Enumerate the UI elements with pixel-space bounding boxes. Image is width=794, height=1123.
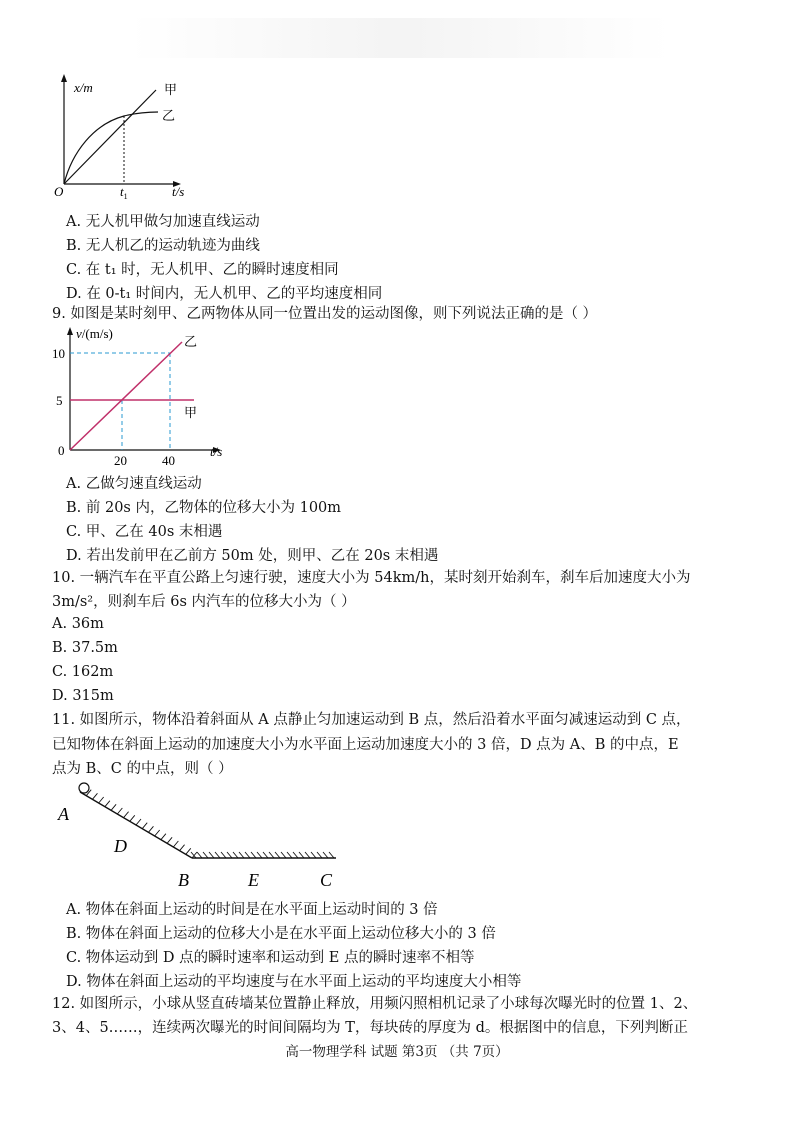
- q11-option-c: C. 物体运动到 D 点的瞬时速率和运动到 E 点的瞬时速率不相等: [66, 950, 475, 966]
- point-a: A: [58, 804, 69, 824]
- q12-line2: 3、4、5……，连续两次曝光的时间间隔均为 T，每块砖的厚度为 d。根据图中的信息，下列判断正: [52, 1020, 688, 1036]
- xt-x-label: t/s: [172, 184, 185, 199]
- point-c: C: [320, 870, 333, 890]
- vt-x-label: t/s: [210, 444, 223, 459]
- q9-option-b: B. 前 20s 内，乙物体的位移大小为 100m: [66, 500, 342, 516]
- q9-option-d: D. 若出发前甲在乙前方 50m 处，则甲、乙在 20s 末相遇: [66, 548, 439, 564]
- page-footer: 高一物理学科 试题 第3页 （共 7页）: [285, 1044, 509, 1060]
- q10-option-b: B. 37.5m: [52, 640, 118, 656]
- vt-y-tick-0: 0: [58, 443, 65, 458]
- q10-line2: 3m/s²，则刹车后 6s 内汽车的位移大小为（ ）: [52, 594, 356, 610]
- q10-line1: 10. 一辆汽车在平直公路上匀速行驶，速度大小为 54km/h，某时刻开始刹车，刹车后加速度大小为: [52, 570, 691, 586]
- q10-option-c: C. 162m: [52, 664, 114, 680]
- vt-x-tick-20: 20: [114, 453, 127, 468]
- xt-y-label: x/m: [74, 80, 93, 95]
- xt-curve-b-label: 乙: [162, 108, 176, 123]
- q9-stem: 9. 如图是某时刻甲、乙两物体从同一位置出发的运动图像，则下列说法正确的是（ ）: [52, 306, 598, 322]
- q8-option-c: C. 在 t₁ 时，无人机甲、乙的瞬时速度相同: [66, 262, 339, 278]
- q9-option-a: A. 乙做匀速直线运动: [66, 476, 202, 492]
- q11-option-a: A. 物体在斜面上运动的时间是在水平面上运动时间的 3 倍: [66, 902, 438, 918]
- incline-figure: [50, 780, 350, 892]
- q12-line1: 12. 如图所示，小球从竖直砖墙某位置静止释放，用频闪照相机记录了小球每次曝光时的位置 1、2、: [52, 996, 698, 1012]
- q11-option-b: B. 物体在斜面上运动的位移大小是在水平面上运动位移大小的 3 倍: [66, 926, 496, 942]
- xt-origin: O: [54, 184, 64, 199]
- q8-option-d: D. 在 0-t₁ 时间内，无人机甲、乙的平均速度相同: [66, 286, 383, 302]
- q11-option-d: D. 物体在斜面上运动的平均速度与在水平面上运动的平均速度大小相等: [66, 974, 522, 990]
- xt-t1: $t_1$: [120, 184, 128, 201]
- xt-curve-a-label: 甲: [164, 82, 178, 97]
- q11-line1: 11. 如图所示，物体沿着斜面从 A 点静止匀加速运动到 B 点，然后沿着水平面匀减速运动到 C 点，: [52, 712, 691, 728]
- point-b: B: [178, 870, 189, 890]
- q10-option-a: A. 36m: [52, 616, 104, 632]
- vt-y-label: v/(m/s): [76, 326, 113, 341]
- vt-x-tick-40: 40: [162, 453, 175, 468]
- vt-y-tick-10: 10: [52, 346, 65, 361]
- q8-option-b: B. 无人机乙的运动轨迹为曲线: [66, 238, 260, 254]
- xt-graph: [50, 72, 210, 207]
- q11-line3: 点为 B、C 的中点，则（ ）: [52, 761, 233, 777]
- vt-y-tick-5: 5: [56, 393, 63, 408]
- q11-line2: 已知物体在斜面上运动的加速度大小为水平面上运动加速度大小的 3 倍，D 点为 A、B 的中点，E: [52, 737, 679, 753]
- header-blur: [130, 18, 670, 58]
- vt-graph: [42, 322, 232, 470]
- point-d: D: [114, 836, 127, 856]
- vt-line-a-label: 甲: [184, 405, 198, 420]
- point-e: E: [248, 870, 259, 890]
- q10-option-d: D. 315m: [52, 688, 114, 704]
- vt-line-b-label: 乙: [184, 334, 198, 349]
- q9-option-c: C. 甲、乙在 40s 末相遇: [66, 524, 223, 540]
- q8-option-a: A. 无人机甲做匀加速直线运动: [66, 214, 260, 230]
